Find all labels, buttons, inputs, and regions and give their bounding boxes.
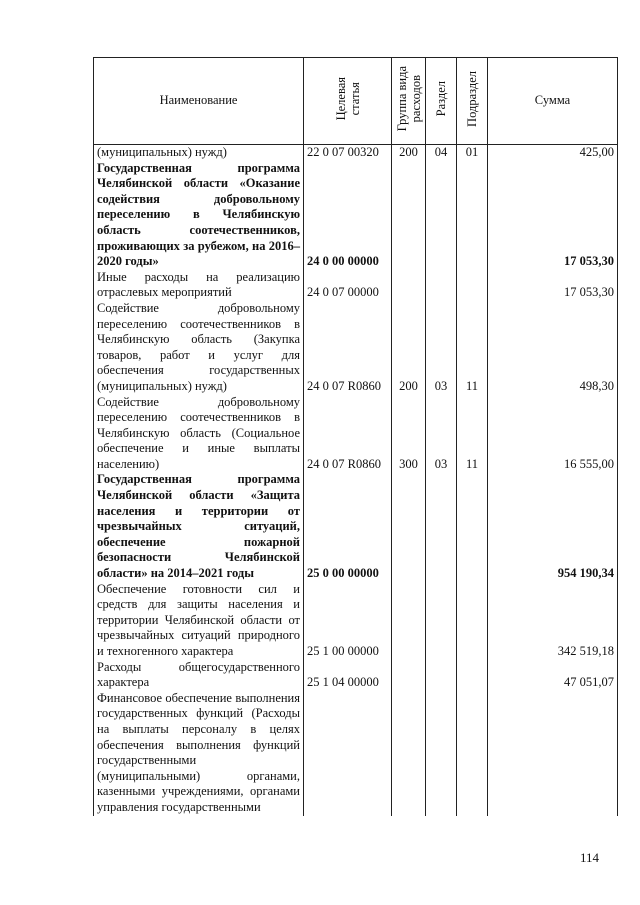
section-cell (426, 660, 457, 691)
header-sum-label: Сумма (534, 93, 571, 108)
table-row (94, 270, 618, 301)
expense-group-cell (392, 660, 426, 691)
header-subsection (457, 58, 488, 145)
header-target-article-label (334, 77, 362, 120)
target-article-cell: 25 1 04 00000 (304, 660, 392, 691)
subsection-cell (457, 161, 488, 270)
subsection-cell (457, 691, 488, 816)
subsection-cell: 11 (457, 301, 488, 395)
header-expense-group-label (395, 66, 423, 131)
sum-cell: 16 555,00 (488, 395, 618, 473)
section-cell (426, 270, 457, 301)
name-cell: Содействие добровольному переселению соотечественников в Челябинскую область (Закупка товаров, работ и услуг для обеспечения государственных (муниципальных) нужд) (94, 301, 304, 395)
expense-group-cell (392, 161, 426, 270)
header-expense-group (392, 58, 426, 145)
header-name-label: Наименование (159, 93, 238, 108)
table-row (94, 691, 618, 816)
table-row (94, 301, 618, 395)
name-cell: Государственная программа Челябинской области «Оказание содействия добровольному переселению в Челябинскую область соотечественников, проживающих за рубежом, на 2016–2020 годы» (94, 161, 304, 270)
sum-cell: 954 190,34 (488, 472, 618, 581)
table-header-row (94, 58, 618, 145)
table-row (94, 582, 618, 660)
subsection-cell (457, 660, 488, 691)
section-cell (426, 472, 457, 581)
name-cell: Обеспечение готовности сил и средств для защиты населения и территории Челябинской области от чрезвычайных ситуаций природного и техногенного характера (94, 582, 304, 660)
header-sum (488, 58, 618, 145)
sum-cell (488, 691, 618, 816)
expense-group-cell (392, 691, 426, 816)
section-cell (426, 582, 457, 660)
sum-cell: 47 051,07 (488, 660, 618, 691)
target-article-cell: 24 0 07 R0860 (304, 301, 392, 395)
section-cell: 03 (426, 395, 457, 473)
header-section (426, 58, 457, 145)
expense-group-cell (392, 472, 426, 581)
section-cell (426, 691, 457, 816)
expense-group-cell (392, 582, 426, 660)
table-row (94, 395, 618, 473)
expense-group-cell: 300 (392, 395, 426, 473)
sum-cell: 17 053,30 (488, 270, 618, 301)
target-article-cell: 24 0 00 00000 (304, 161, 392, 270)
sum-cell: 342 519,18 (488, 582, 618, 660)
subsection-cell (457, 472, 488, 581)
target-article-cell: 24 0 07 R0860 (304, 395, 392, 473)
section-cell: 03 (426, 301, 457, 395)
name-cell: Финансовое обеспечение выполнения государственных функций (Расходы на выплаты персоналу в целях обеспечения выполнения функций государственными (муниципальными) органами, казенными учреждениями, органами управления государственными (94, 691, 304, 816)
target-article-cell: 24 0 07 00000 (304, 270, 392, 301)
name-cell: Иные расходы на реализацию отраслевых мероприятий (94, 270, 304, 301)
header-expense-group-line1: Группа вида (394, 66, 409, 132)
header-subsection-label: Подраздел (465, 70, 479, 127)
expense-group-cell (392, 270, 426, 301)
section-cell: 04 (426, 145, 457, 161)
page-number: 114 (580, 850, 600, 865)
expense-group-cell: 200 (392, 145, 426, 161)
table-row (94, 660, 618, 691)
subsection-cell (457, 270, 488, 301)
target-article-cell (304, 691, 392, 816)
header-target-article (304, 58, 392, 145)
target-article-cell: 25 1 00 00000 (304, 582, 392, 660)
table-row (94, 472, 618, 581)
name-cell: Государственная программа Челябинской области «Защита населения и территории от чрезвычайных ситуаций, обеспечение пожарной безопасности Челябинской области» на 2014–2021 годы (94, 472, 304, 581)
subsection-cell: 11 (457, 395, 488, 473)
expense-group-cell: 200 (392, 301, 426, 395)
header-target-article-line1: Целевая (333, 77, 348, 121)
sum-cell: 425,00 (488, 145, 618, 161)
header-expense-group-line2: расходов (408, 75, 423, 123)
target-article-cell: 25 0 00 00000 (304, 472, 392, 581)
header-target-article-line2: статья (347, 82, 362, 116)
section-cell (426, 161, 457, 270)
header-name (94, 58, 304, 145)
subsection-cell (457, 582, 488, 660)
subsection-cell: 01 (457, 145, 488, 161)
sum-cell: 498,30 (488, 301, 618, 395)
table-row (94, 145, 618, 161)
name-cell: Содействие добровольному переселению соотечественников в Челябинскую область (Социальное обеспечение и иные выплаты населению) (94, 395, 304, 473)
name-cell: (муниципальных) нужд) (94, 145, 304, 161)
budget-table (93, 57, 618, 816)
sum-cell: 17 053,30 (488, 161, 618, 270)
table-row (94, 161, 618, 270)
name-cell: Расходы общегосударственного характера (94, 660, 304, 691)
header-section-label: Раздел (434, 81, 448, 117)
target-article-cell: 22 0 07 00320 (304, 145, 392, 161)
